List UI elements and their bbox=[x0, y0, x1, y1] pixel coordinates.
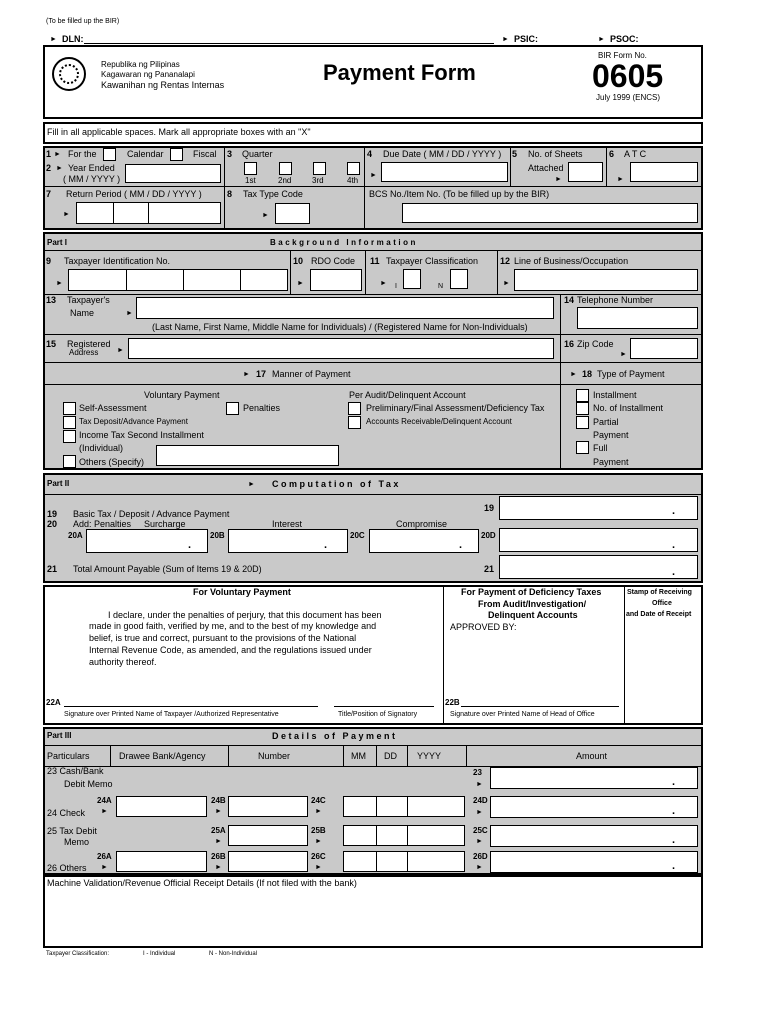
full-label: Full bbox=[593, 443, 608, 453]
item-24a-num: 24A bbox=[97, 796, 112, 805]
address-label: Address bbox=[69, 348, 99, 357]
compromise-input[interactable] bbox=[369, 529, 479, 553]
declaration-line4: Internal Revenue Code, as amended, and the regulations issued under bbox=[89, 645, 372, 655]
partial-label: Partial bbox=[593, 417, 619, 427]
others-amount-input[interactable] bbox=[490, 851, 698, 873]
others-payment-label: 26 Others bbox=[47, 863, 87, 873]
footer-non-individual: N - Non-Individual bbox=[209, 951, 258, 957]
checkbox-partial[interactable] bbox=[576, 416, 589, 429]
name-label: Name bbox=[70, 308, 95, 318]
item-18-num: 18 bbox=[582, 369, 593, 379]
self-assessment-label: Self-Assessment bbox=[79, 403, 147, 413]
voluntary-title: For Voluntary Payment bbox=[193, 587, 291, 597]
rdo-input[interactable] bbox=[310, 269, 362, 291]
item-22a-num: 22A bbox=[46, 698, 61, 707]
item-2-num: 2 bbox=[46, 163, 52, 173]
item-19-left-num: 19 bbox=[47, 509, 58, 519]
tin-label: Taxpayer Identification No. bbox=[64, 256, 171, 266]
check-bank-input[interactable] bbox=[116, 796, 207, 817]
part1-title: Background Information bbox=[270, 238, 418, 247]
signature-line-title[interactable] bbox=[334, 706, 434, 707]
manner-label: Manner of Payment bbox=[272, 369, 351, 379]
checkbox-others[interactable] bbox=[63, 455, 76, 468]
total-penalties-input[interactable] bbox=[499, 528, 698, 552]
prefill-note: (To be filled up the BIR) bbox=[46, 18, 120, 25]
checkbox-prelim[interactable] bbox=[348, 402, 361, 415]
name-note: (Last Name, First Name, Middle Name for Individuals) / (Registered Name for Non-Individuals) bbox=[152, 322, 528, 332]
item-23-num: 23 bbox=[473, 768, 482, 777]
calendar-label: Calendar bbox=[127, 149, 164, 159]
telephone-label: Telephone Number bbox=[577, 295, 654, 305]
item-15-num: 15 bbox=[46, 339, 57, 349]
deficiency-title2: From Audit/Investigation/ bbox=[478, 599, 587, 609]
item-14-num: 14 bbox=[564, 295, 575, 305]
checkbox-full[interactable] bbox=[576, 441, 589, 454]
declaration-section bbox=[43, 585, 703, 725]
part2-label: Part II bbox=[47, 479, 70, 488]
item-21-right-num: 21 bbox=[484, 564, 495, 574]
item-24b-num: 24B bbox=[211, 796, 226, 805]
stamp-label1: Stamp of Receiving bbox=[627, 589, 692, 596]
q4-label: 4th bbox=[347, 176, 359, 185]
surcharge-label: Surcharge bbox=[144, 519, 186, 529]
item-7-num: 7 bbox=[46, 189, 52, 199]
tax-debit-amount-input[interactable] bbox=[490, 825, 698, 847]
footer-classification-label: Taxpayer Classification: bbox=[46, 951, 110, 957]
checkbox-q2[interactable] bbox=[279, 162, 292, 175]
item-24d-num: 24D bbox=[473, 796, 488, 805]
checkbox-q4[interactable] bbox=[347, 162, 360, 175]
class-i-label: I bbox=[395, 283, 397, 290]
deficiency-title1: For Payment of Deficiency Taxes bbox=[461, 587, 602, 597]
tax-debit-date-input[interactable] bbox=[343, 825, 465, 846]
interest-input[interactable] bbox=[228, 529, 348, 553]
checkbox-fiscal[interactable] bbox=[170, 148, 183, 161]
signature-taxpayer-label: Signature over Printed Name of Taxpayer /Authorized Representative bbox=[64, 711, 279, 718]
item-19-num: 19 bbox=[484, 503, 495, 513]
q1-label: 1st bbox=[245, 176, 256, 185]
tax-debit-number-input[interactable] bbox=[228, 825, 308, 846]
full-payment-label: Payment bbox=[593, 457, 629, 467]
no-installment-label: No. of Installment bbox=[593, 403, 664, 413]
cash-label: 23 Cash/Bank bbox=[47, 766, 104, 776]
declaration-line5: authority thereof. bbox=[89, 657, 157, 667]
checkbox-penalties[interactable] bbox=[226, 402, 239, 415]
per-audit-label: Per Audit/Delinquent Account bbox=[349, 390, 466, 400]
checkbox-income-tax[interactable] bbox=[63, 430, 76, 443]
voluntary-label: Voluntary Payment bbox=[144, 390, 220, 400]
machine-validation-label: Machine Validation/Revenue Official Receipt Details (If not filed with the bank) bbox=[47, 878, 357, 888]
bir-seal-icon bbox=[52, 57, 86, 91]
classification-label: Taxpayer Classification bbox=[386, 256, 479, 266]
item-8-num: 8 bbox=[227, 189, 233, 199]
stamp-label3: and Date of Receipt bbox=[626, 611, 692, 618]
due-date-label: Due Date ( MM / DD / YYYY ) bbox=[383, 149, 502, 159]
others-bank-input[interactable] bbox=[116, 851, 207, 872]
page-title: Payment Form bbox=[323, 60, 476, 85]
taxpayer-name-input[interactable] bbox=[136, 297, 554, 319]
item-3-num: 3 bbox=[227, 149, 233, 159]
telephone-input[interactable] bbox=[577, 307, 698, 329]
item-26c-num: 26C bbox=[311, 852, 326, 861]
others-date-input[interactable] bbox=[343, 851, 465, 872]
dln-label: DLN: bbox=[62, 34, 84, 44]
memo-label: Memo bbox=[64, 837, 90, 847]
item-24c-num: 24C bbox=[311, 796, 326, 805]
bcs-label: BCS No./Item No. (To be filled up by the BIR) bbox=[369, 189, 550, 199]
partial-payment-label: Payment bbox=[593, 430, 629, 440]
item-10-num: 10 bbox=[293, 256, 304, 266]
year-ended-format: ( MM / YYYY ) bbox=[63, 174, 121, 184]
item-4-num: 4 bbox=[367, 149, 373, 159]
checkbox-q3[interactable] bbox=[313, 162, 326, 175]
form-date: July 1999 (ENCS) bbox=[596, 93, 661, 102]
total-payable-input[interactable] bbox=[499, 555, 698, 579]
q3-label: 3rd bbox=[312, 176, 324, 185]
tax-type-input[interactable] bbox=[275, 203, 310, 224]
cash-amount-input[interactable] bbox=[490, 767, 698, 789]
signature-head-label: Signature over Printed Name of Head of Office bbox=[450, 711, 595, 718]
item-20c-num: 20C bbox=[350, 531, 365, 540]
item-1-num: 1 bbox=[46, 149, 52, 159]
no-sheets-input[interactable] bbox=[568, 162, 603, 182]
check-label: 24 Check bbox=[47, 808, 86, 818]
declaration-line1: I declare, under the penalties of perjury, that this document has been bbox=[108, 610, 382, 620]
basic-tax-input[interactable] bbox=[499, 496, 698, 520]
check-amount-input[interactable] bbox=[490, 796, 698, 818]
item-20d-num: 20D bbox=[481, 531, 496, 540]
zip-input[interactable] bbox=[630, 338, 698, 359]
line-business-label: Line of Business/Occupation bbox=[514, 256, 629, 266]
item-11-num: 11 bbox=[370, 256, 380, 266]
quarter-label: Quarter bbox=[242, 149, 273, 159]
others-label: Others (Specify) bbox=[79, 457, 145, 467]
q2-label: 2nd bbox=[278, 176, 292, 185]
return-period-label: Return Period ( MM / DD / YYYY ) bbox=[66, 189, 202, 199]
item-16-num: 16 bbox=[564, 339, 575, 349]
item-6-num: 6 bbox=[609, 149, 615, 159]
item-20a-num: 20A bbox=[68, 531, 83, 540]
fiscal-label: Fiscal bbox=[193, 149, 217, 159]
item-5-num: 5 bbox=[512, 149, 518, 159]
item-26b-num: 26B bbox=[211, 852, 226, 861]
tax-deposit-label: Tax Deposit/Advance Payment bbox=[79, 417, 188, 426]
no-sheets-label: No. of Sheets bbox=[528, 149, 583, 159]
others-specify-input[interactable] bbox=[156, 445, 339, 466]
signature-title-label: Title/Position of Signatory bbox=[338, 711, 418, 718]
debit-memo-label: Debit Memo bbox=[64, 779, 113, 789]
checkbox-no-installment[interactable] bbox=[576, 402, 589, 415]
item-26a-num: 26A bbox=[97, 852, 112, 861]
check-date-input[interactable] bbox=[343, 796, 465, 817]
item-21-num: 21 bbox=[47, 564, 58, 574]
add-penalties-label: Add: Penalties bbox=[73, 519, 132, 529]
item-20-num: 20 bbox=[47, 519, 58, 529]
col-number: Number bbox=[258, 751, 291, 761]
interest-label: Interest bbox=[272, 519, 303, 529]
compromise-label: Compromise bbox=[396, 519, 448, 529]
checkbox-non-individual[interactable] bbox=[450, 269, 468, 289]
psoc-label: PSOC: bbox=[610, 34, 639, 44]
item-20b-num: 20B bbox=[210, 531, 225, 540]
total-label: Total Amount Payable (Sum of Items 19 & 20D) bbox=[73, 564, 262, 574]
prelim-label: Preliminary/Final Assessment/Deficiency Tax bbox=[366, 403, 545, 413]
item-25b-num: 25B bbox=[311, 826, 326, 835]
col-dd: DD bbox=[384, 751, 397, 761]
item-25c-num: 25C bbox=[473, 826, 488, 835]
taxpayer-label: Taxpayer's bbox=[67, 295, 110, 305]
item-22b-num: 22B bbox=[445, 698, 460, 707]
col-particulars: Particulars bbox=[47, 751, 90, 761]
instructions-text: Fill in all applicable spaces. Mark all appropriate boxes with an "X" bbox=[47, 127, 311, 137]
stamp-label2: Office bbox=[652, 600, 672, 607]
psic-label: PSIC: bbox=[514, 34, 539, 44]
part3-label: Part III bbox=[47, 731, 72, 740]
signature-line-taxpayer[interactable] bbox=[64, 706, 318, 707]
tax-type-label: Tax Type Code bbox=[243, 189, 303, 199]
checkbox-individual[interactable] bbox=[403, 269, 421, 289]
installment-label: Installment bbox=[593, 390, 637, 400]
deficiency-title3: Delinquent Accounts bbox=[488, 610, 578, 620]
due-date-input[interactable] bbox=[381, 162, 508, 182]
form-no-label: BIR Form No. bbox=[598, 51, 647, 60]
agency-line3: Kawanihan ng Rentas Internas bbox=[101, 80, 225, 90]
approved-by-label: APPROVED BY: bbox=[450, 622, 517, 632]
item-17-num: 17 bbox=[256, 369, 267, 379]
footer-individual: I - Individual bbox=[143, 951, 176, 957]
basic-tax-label: Basic Tax / Deposit / Advance Payment bbox=[73, 509, 230, 519]
item-26d-num: 26D bbox=[473, 852, 488, 861]
item-9-num: 9 bbox=[46, 256, 52, 266]
registered-label: Registered bbox=[67, 339, 111, 349]
type-payment-label: Type of Payment bbox=[597, 369, 665, 379]
zip-label: Zip Code bbox=[577, 339, 614, 349]
checkbox-receivable[interactable] bbox=[348, 416, 361, 429]
check-number-input[interactable] bbox=[228, 796, 308, 817]
penalties-label: Penalties bbox=[243, 403, 281, 413]
item-13-num: 13 bbox=[46, 295, 57, 305]
address-input[interactable] bbox=[128, 338, 554, 359]
tin-input[interactable] bbox=[68, 269, 288, 291]
checkbox-q1[interactable] bbox=[244, 162, 257, 175]
others-number-input[interactable] bbox=[228, 851, 308, 872]
col-drawee: Drawee Bank/Agency bbox=[119, 751, 206, 761]
year-ended-input[interactable] bbox=[125, 164, 221, 183]
agency-line1: Republika ng Pilipinas bbox=[101, 60, 180, 69]
individual-label: (Individual) bbox=[79, 443, 124, 453]
declaration-line2: made in good faith, verified by me, and to the best of my knowledge and bbox=[89, 621, 377, 631]
item-12-num: 12 bbox=[500, 256, 511, 266]
item-25a-num: 25A bbox=[211, 826, 226, 835]
year-ended-label: Year Ended bbox=[68, 163, 115, 173]
line-business-input[interactable] bbox=[514, 269, 698, 291]
bcs-input[interactable] bbox=[402, 203, 698, 223]
checkbox-installment[interactable] bbox=[576, 389, 589, 402]
atc-label: A T C bbox=[624, 149, 647, 159]
rdo-label: RDO Code bbox=[311, 256, 356, 266]
checkbox-calendar[interactable] bbox=[103, 148, 116, 161]
signature-line-head[interactable] bbox=[461, 706, 619, 707]
income-tax-label: Income Tax Second Installment bbox=[79, 430, 204, 440]
checkbox-tax-deposit[interactable] bbox=[63, 416, 76, 429]
attached-label: Attached bbox=[528, 163, 564, 173]
col-mm: MM bbox=[351, 751, 366, 761]
receivable-label: Accounts Receivable/Delinquent Account bbox=[366, 417, 512, 426]
checkbox-self-assessment[interactable] bbox=[63, 402, 76, 415]
part3-title: Details of Payment bbox=[272, 731, 398, 741]
form-number: 0605 bbox=[592, 58, 664, 94]
part1-label: Part I bbox=[47, 238, 68, 247]
for-the-label: For the bbox=[68, 149, 97, 159]
col-amount: Amount bbox=[576, 751, 608, 761]
class-n-label: N bbox=[438, 283, 444, 290]
tax-debit-label: 25 Tax Debit bbox=[47, 826, 97, 836]
atc-input[interactable] bbox=[630, 162, 698, 182]
agency-line2: Kagawaran ng Pananalapi bbox=[101, 70, 195, 79]
part2-title: Computation of Tax bbox=[272, 479, 401, 489]
col-yyyy: YYYY bbox=[417, 751, 442, 761]
declaration-line3: belief, is true and correct, pursuant to the provisions of the National bbox=[89, 633, 357, 643]
